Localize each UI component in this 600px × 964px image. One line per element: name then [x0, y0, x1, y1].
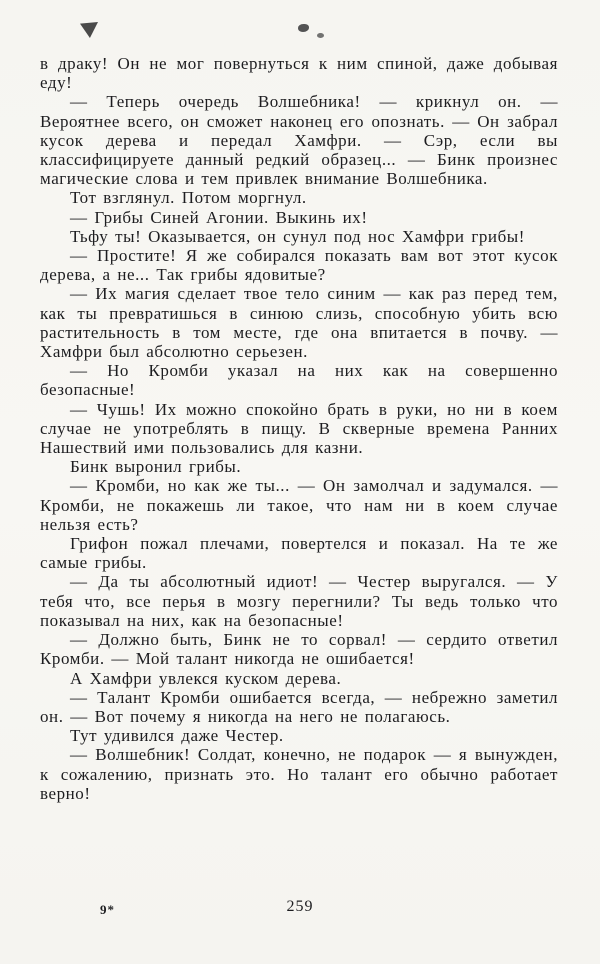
- paragraph: — Должно быть, Бинк не то сорвал! — сердито ответил Кромби. — Мой талант никогда не ошибается!: [40, 630, 558, 669]
- paragraph: — Чушь! Их можно спокойно брать в руки, но ни в коем случае не употреблять в пищу. В скверные времена Ранних Нашествий ими пользовались для казни.: [40, 399, 558, 458]
- paragraph: — Талант Кромби ошибается всегда, — небрежно заметил он. — Вот почему я никогда на него не полагаюсь.: [40, 687, 558, 726]
- paragraph: — Простите! Я же собирался показать вам вот этот кусок дерева, а не... Так грибы ядовитые?: [40, 246, 558, 285]
- paragraph: — Кромби, но как же ты... — Он замолчал и задумался. — Кромби, не покажешь ли такое, что нам ни в коем случае нельзя есть?: [40, 476, 558, 534]
- page-text: [40, 54, 558, 803]
- page-footer: [0, 898, 600, 920]
- scan-artifact-spot: [317, 33, 324, 38]
- paragraph: А Хамфри увлекся куском дерева.: [70, 668, 342, 688]
- printer-signature-mark: 9*: [100, 902, 115, 917]
- paragraph: Тут удивился даже Честер.: [70, 726, 284, 746]
- paragraph: — Да ты абсолютный идиот! — Честер выругался. — У тебя что, все перья в мозгу перегнили? Ты ведь только что показывал на них, как на безопасные!: [40, 572, 558, 630]
- scan-artifact-corner: [80, 22, 98, 38]
- paragraph: — Волшебник! Солдат, конечно, не подарок — я вынужден, к сожалению, признать это. Но талант его обычно работает верно!: [40, 745, 558, 803]
- paragraph: — Грибы Синей Агонии. Выкинь их!: [70, 207, 368, 227]
- paragraph: в драку! Он не мог повернуться к ним спиной, даже добывая еду!: [40, 54, 558, 93]
- page-number: 259: [286, 898, 314, 915]
- paragraph: — Теперь очередь Волшебника! — крикнул он. — Вероятнее всего, он сможет наконец его опознать. — Он забрал кусок дерева и передал Хамфри. — Сэр, если вы классифицируете данный редкий образец... — Бинк произнес магические слова и тем привлек внимание Волшебника.: [40, 92, 558, 189]
- paragraph: Грифон пожал плечами, повертелся и показал. На те же самые грибы.: [40, 534, 558, 573]
- paragraph: Тьфу ты! Оказывается, он сунул под нос Хамфри грибы!: [70, 226, 525, 246]
- paragraph: Бинк выронил грибы.: [70, 457, 242, 477]
- paragraph: — Их магия сделает твое тело синим — как раз перед тем, как ты превратишься в синюю слизь, способную убить всю растительность в том месте, где она впитается в почву. — Хамфри был абсолютно серьезен.: [40, 284, 558, 362]
- scan-artifact-spot: [298, 24, 309, 32]
- paragraph: — Но Кромби указал на них как на совершенно безопасные!: [40, 361, 558, 400]
- paragraph: Тот взглянул. Потом моргнул.: [70, 188, 307, 208]
